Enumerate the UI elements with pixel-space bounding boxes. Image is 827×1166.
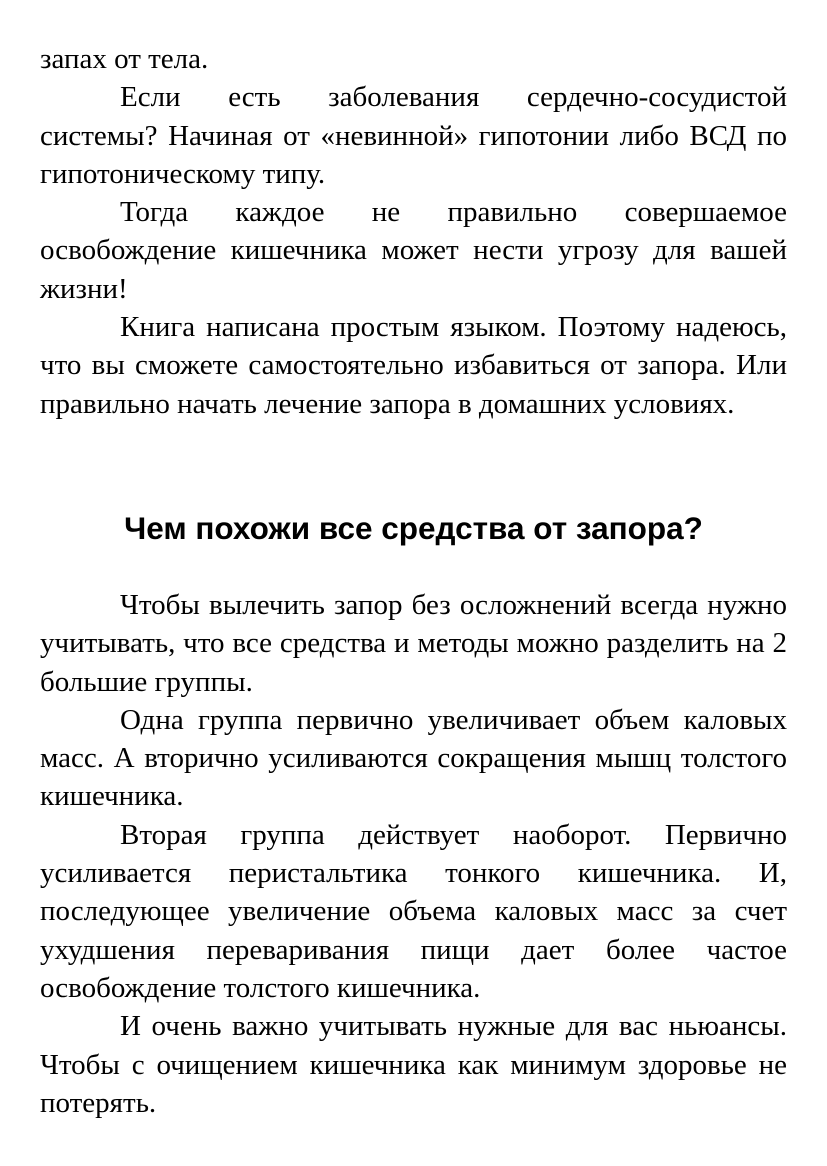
- paragraph-continuation: запах от тела.: [40, 43, 209, 75]
- paragraph-group-one: Одна группа первично увеличивает объем каловых масс. А вторично усиливаются сокращения мышц толстого кишечника.: [40, 703, 787, 813]
- paragraph-group-two: Вторая группа действует наоборот. Первично усиливается перистальтика тонкого кишечника. И, последующее увеличение объема каловых масс за счет ухудшения переваривания пищи дает более частое освобождение толстого кишечника.: [40, 818, 787, 1004]
- document-page: [40, 40, 787, 423]
- paragraph-book-intro: Книга написана простым языком. Поэтому надеюсь, что вы сможете самостоятельно избавиться от запора. Или правильно начать лечение запора в домашних условиях.: [40, 311, 787, 420]
- paragraph-two-groups: Чтобы вылечить запор без осложнений всегда нужно учитывать, что все средства и методы можно разделить на 2 большие группы.: [40, 589, 787, 698]
- paragraph-cardiovascular: Если есть заболевания сердечно-сосудистой системы? Начиная от «невинной» гипотонии либо ВСД по гипотоническому типу.: [40, 81, 787, 190]
- section-heading: Чем похожи все средства от запора?: [124, 510, 703, 546]
- paragraph-nuances: И очень важно учитывать нужные для вас ньюансы. Чтобы с очищением кишечника как минимум здоровье не потерять.: [40, 1010, 787, 1119]
- section-remedies: [40, 510, 787, 1122]
- paragraph-threat: Тогда каждое не правильно совершаемое освобождение кишечника может нести угрозу для вашей жизни!: [40, 196, 787, 305]
